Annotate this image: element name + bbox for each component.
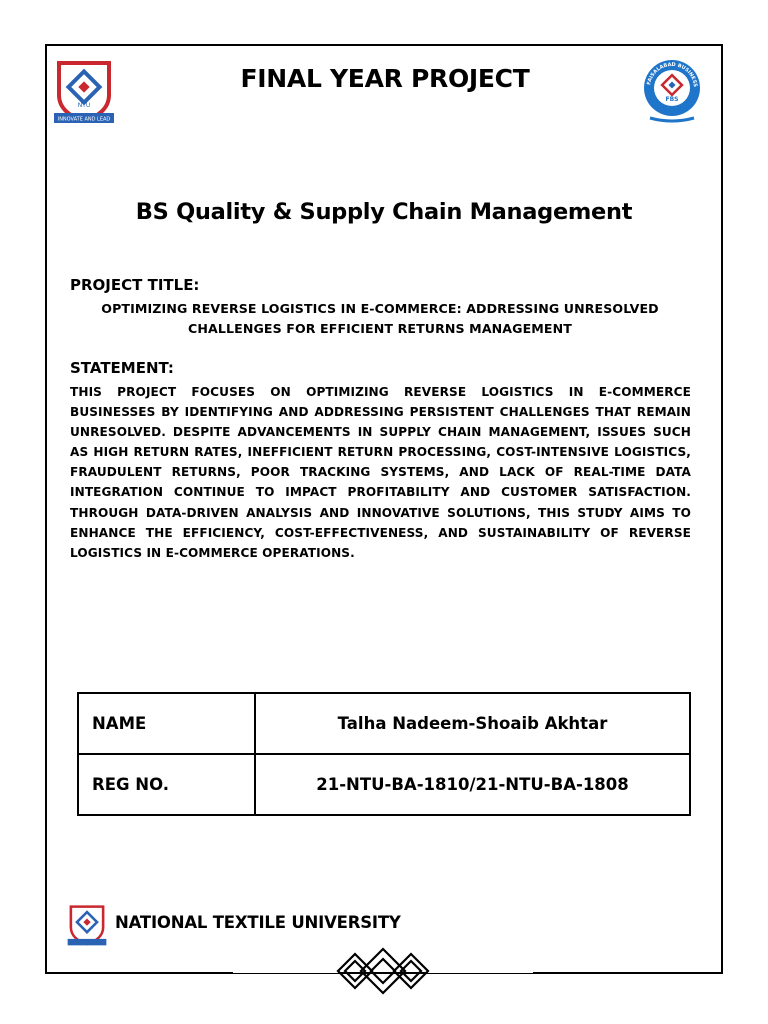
name-label: NAME: [78, 693, 255, 754]
student-info-table: [77, 692, 691, 816]
ntu-logo-icon: [53, 59, 115, 127]
svg-text:FBS: FBS: [665, 96, 679, 103]
table-row: [78, 754, 690, 815]
project-title-text: OPTIMIZING REVERSE LOGISTICS IN E-COMMERCE: ADDRESSING UNRESOLVED CHALLENGES FOR EFFICIENT RETURNS MANAGEMENT: [101, 301, 659, 336]
ntu-footer-logo-icon: [67, 904, 107, 948]
page-title: FINAL YEAR PROJECT: [240, 64, 530, 93]
statement-label: STATEMENT:: [70, 359, 174, 377]
statement-text: THIS PROJECT FOCUSES ON OPTIMIZING REVERSE LOGISTICS IN E-COMMERCE BUSINESSES BY IDENTIFYING AND ADDRESSING PERSISTENT CHALLENGES THAT REMAIN UNRESOLVED. DESPITE ADVANCEMENTS IN SUPPLY CHAIN MANAGEMENT, ISSUES SUCH AS HIGH RETURN RATES, INEFFICIENT RETURN PROCESSING, COST-INTENSIVE LOGISTICS, FRAUDULENT RETURNS, POOR TRACKING SYSTEMS, AND LACK OF REAL-TIME DATA INTEGRATION CONTINUE TO IMPACT PROFITABILITY AND CUSTOMER SATISFACTION. THROUGH DATA-DRIVEN ANALYSIS AND INNOVATIVE SOLUTIONS, THIS STUDY AIMS TO ENHANCE THE EFFICIENCY, COST-EFFECTIVENESS, AND SUSTAINABILITY OF REVERSE LOGISTICS IN E-COMMERCE OPERATIONS.: [70, 385, 691, 560]
name-value: Talha Nadeem-Shoaib Akhtar: [255, 693, 690, 754]
diamond-ornament-icon: [233, 944, 533, 998]
svg-text:INNOVATE AND LEAD: INNOVATE AND LEAD: [57, 116, 111, 123]
svg-text:NTU: NTU: [77, 102, 91, 109]
svg-text:FAISALABAD BUSINESS SCHOOL: FAISALABAD BUSINESS: [646, 61, 699, 88]
reg-no-label: REG NO.: [78, 754, 255, 815]
reg-no-value: 21-NTU-BA-1810/21-NTU-BA-1808: [255, 754, 690, 815]
project-title-label: PROJECT TITLE:: [70, 276, 200, 294]
fbs-seal-icon: [640, 58, 704, 124]
program-title: BS Quality & Supply Chain Management: [135, 199, 633, 225]
university-name: NATIONAL TEXTILE UNIVERSITY: [115, 913, 401, 932]
table-row: [78, 693, 690, 754]
